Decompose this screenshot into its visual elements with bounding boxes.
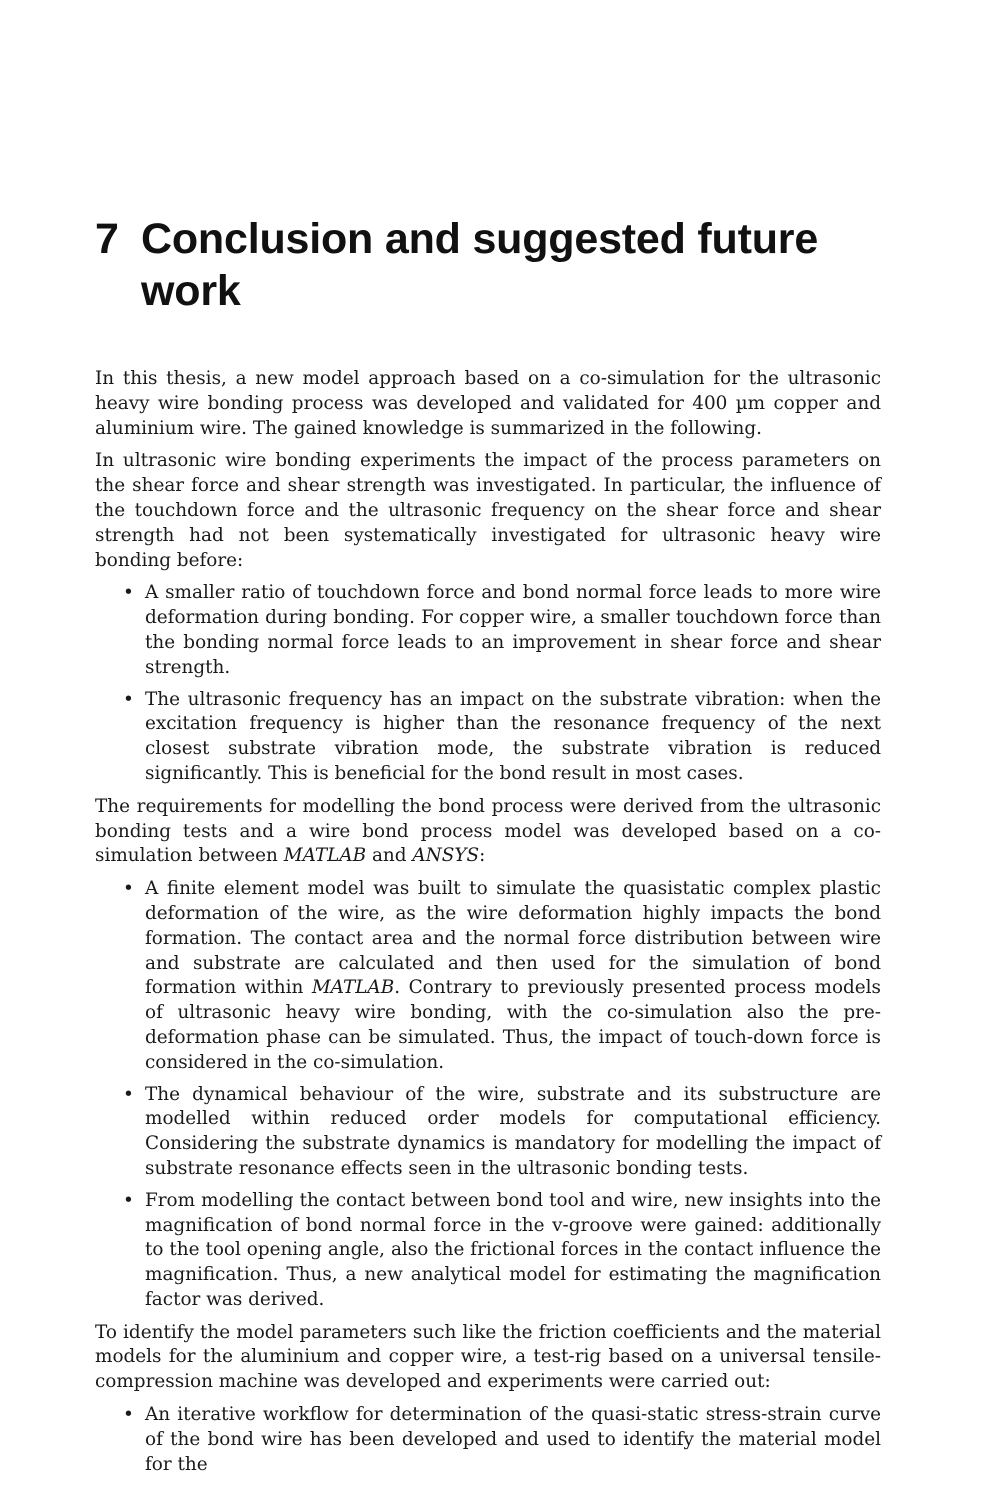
chapter-title-text: Conclusion and suggested future work — [141, 215, 819, 315]
chapter-title — [95, 213, 881, 317]
list-item: • The dynamical behaviour of the wire, substrate and its substructure are modelled within reduced order models for computational efficiency. Considering the substrate dynamics is mandatory for modelling the impact of substrate resonance effects seen in the ultrasonic bonding tests. — [95, 1083, 881, 1182]
and-text: and — [366, 845, 413, 867]
list-item: • A smaller ratio of touchdown force and bond normal force leads to more wire deformation during bonding. For copper wire, a smaller touchdown force than the bonding normal force leads to an improvement in shear force and shear strength. — [95, 581, 881, 680]
list-item: • An iterative workflow for determination of the quasi-static stress-strain curve of the bond wire has been developed and used to identify the material model for the — [95, 1403, 881, 1477]
parameter-identification-paragraph: To identify the model parameters such like the friction coefficients and the material models for the aluminium and copper wire, a test-rig based on a universal tensile-compression machine was developed and experiments were carried out: — [95, 1321, 881, 1393]
findings-list-1 — [95, 581, 881, 786]
ansys-term: ANSYS — [412, 845, 480, 867]
colon-text: : — [479, 845, 486, 867]
intro-paragraph-1: In this thesis, a new model approach based on a co-simulation for the ultrasonic heavy wire bonding process was developed and validated for 400 µm copper and aluminium wire. The gained knowledge is summarized in the following. — [95, 368, 881, 439]
modelling-intro-text: The requirements for modelling the bond process were derived from the ultrasonic bonding tests and a wire bond process model was developed based on a co-simulation between — [95, 795, 881, 867]
list-item-text: A finite element model was built to simulate the quasistatic complex plastic deformation of the wire, as the wire deformation highly impacts the bond formation. The contact area and the normal force distribution between wire and substrate are calculated and then used for the simulation of bond formation within — [145, 878, 881, 999]
matlab-term: MATLAB — [283, 845, 367, 867]
page-content — [95, 213, 881, 1485]
chapter-number: 7 — [95, 215, 119, 263]
matlab-term: MATLAB — [311, 977, 395, 999]
list-item: • From modelling the contact between bond tool and wire, new insights into the magnification of bond normal force in the v-groove were gained: additionally to the tool opening angle, also the frictional forces in the contact influence the magnification. Thus, a new analytical model for estimating the magnification factor was derived. — [95, 1189, 881, 1313]
modelling-paragraph — [95, 795, 881, 869]
list-item-text: . Contrary to previously presented process models of ultrasonic heavy wire bonding, with the co-simulation also the pre-deformation phase can be simulated. Thus, the impact of touch-down force is considered in the co-simulation. — [145, 977, 881, 1073]
findings-list-3 — [95, 1403, 881, 1477]
list-item: • The ultrasonic frequency has an impact on the substrate vibration: when the excitation frequency is higher than the resonance frequency of the next closest substrate vibration mode, the substrate vibration is reduced significantly. This is beneficial for the bond result in most cases. — [95, 688, 881, 787]
list-item — [95, 877, 881, 1075]
intro-paragraph-2: In ultrasonic wire bonding experiments the impact of the process parameters on the shear force and shear strength was investigated. In particular, the influence of the touchdown force and the ultrasonic frequency on the shear force and shear strength had not been systematically investigated for ultrasonic heavy wire bonding before: — [95, 450, 881, 571]
findings-list-2 — [95, 877, 881, 1313]
